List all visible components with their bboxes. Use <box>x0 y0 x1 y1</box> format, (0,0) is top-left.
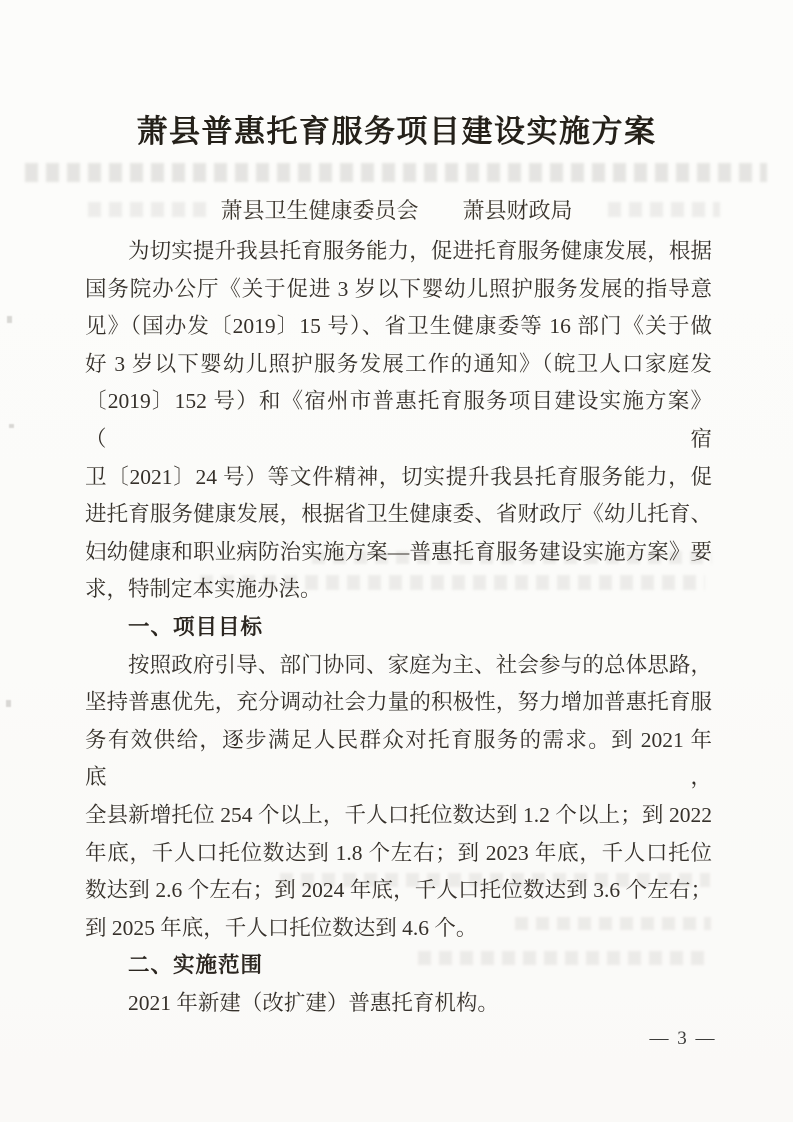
section-heading-2: 二、实施范围 <box>128 953 264 978</box>
body-line: 务有效供给，逐步满足人民群众对托育服务的需求。到 2021 年底， <box>85 727 712 790</box>
scan-speck <box>6 700 11 707</box>
body-line: 到 2025 年底，千人口托位数达到 4.6 个。 <box>85 915 478 940</box>
bleed-through-mark <box>25 163 767 182</box>
body-line: 妇幼健康和职业病防治实施方案—普惠托育服务建设实施方案》要 <box>85 539 712 564</box>
body-line: 坚持普惠优先，充分调动社会力量的积极性，努力增加普惠托育服 <box>85 690 712 715</box>
body-line: 进托育服务健康发展，根据省卫生健康委、省财政厅《幼儿托育、 <box>85 502 712 527</box>
body-line: 国务院办公厅《关于促进 3 岁以下婴幼儿照护服务发展的指导意 <box>85 276 712 301</box>
body-line: 见》（国办发〔2019〕15 号）、省卫生健康委等 16 部门《关于做 <box>85 314 712 339</box>
issuing-agencies-line: 萧县卫生健康委员会 萧县财政局 <box>220 198 573 223</box>
scan-speck <box>7 316 12 323</box>
body-line: 按照政府引导、部门协同、家庭为主、社会参与的总体思路， <box>128 652 712 677</box>
body-line: 为切实提升我县托育服务能力，促进托育服务健康发展，根据 <box>128 239 712 263</box>
page-number: — 3 — <box>649 1028 717 1049</box>
body-line: 求，特制定本实施办法。 <box>85 577 322 602</box>
body-line: 好 3 岁以下婴幼儿照护服务发展工作的通知》（皖卫人口家庭发 <box>85 351 712 376</box>
body-line: 2021 年新建（改扩建）普惠托育机构。 <box>128 990 499 1015</box>
document-body <box>85 233 712 1022</box>
body-line: 年底，千人口托位数达到 1.8 个左右；到 2023 年底，千人口托位 <box>85 840 712 865</box>
body-line: 〔2019〕152 号）和《宿州市普惠托育服务项目建设实施方案》（宿 <box>85 389 712 451</box>
scan-speck <box>9 424 14 428</box>
document-title: 萧县普惠托育服务项目建设实施方案 <box>136 114 657 149</box>
section-heading-1: 一、项目目标 <box>128 614 264 639</box>
body-line: 全县新增托位 254 个以上，千人口托位数达到 1.2 个以上；到 2022 <box>85 802 712 827</box>
body-line: 数达到 2.6 个左右；到 2024 年底，千人口托位数达到 3.6 个左右； <box>85 878 712 903</box>
body-line: 卫〔2021〕24 号）等文件精神，切实提升我县托育服务能力，促 <box>85 464 712 489</box>
